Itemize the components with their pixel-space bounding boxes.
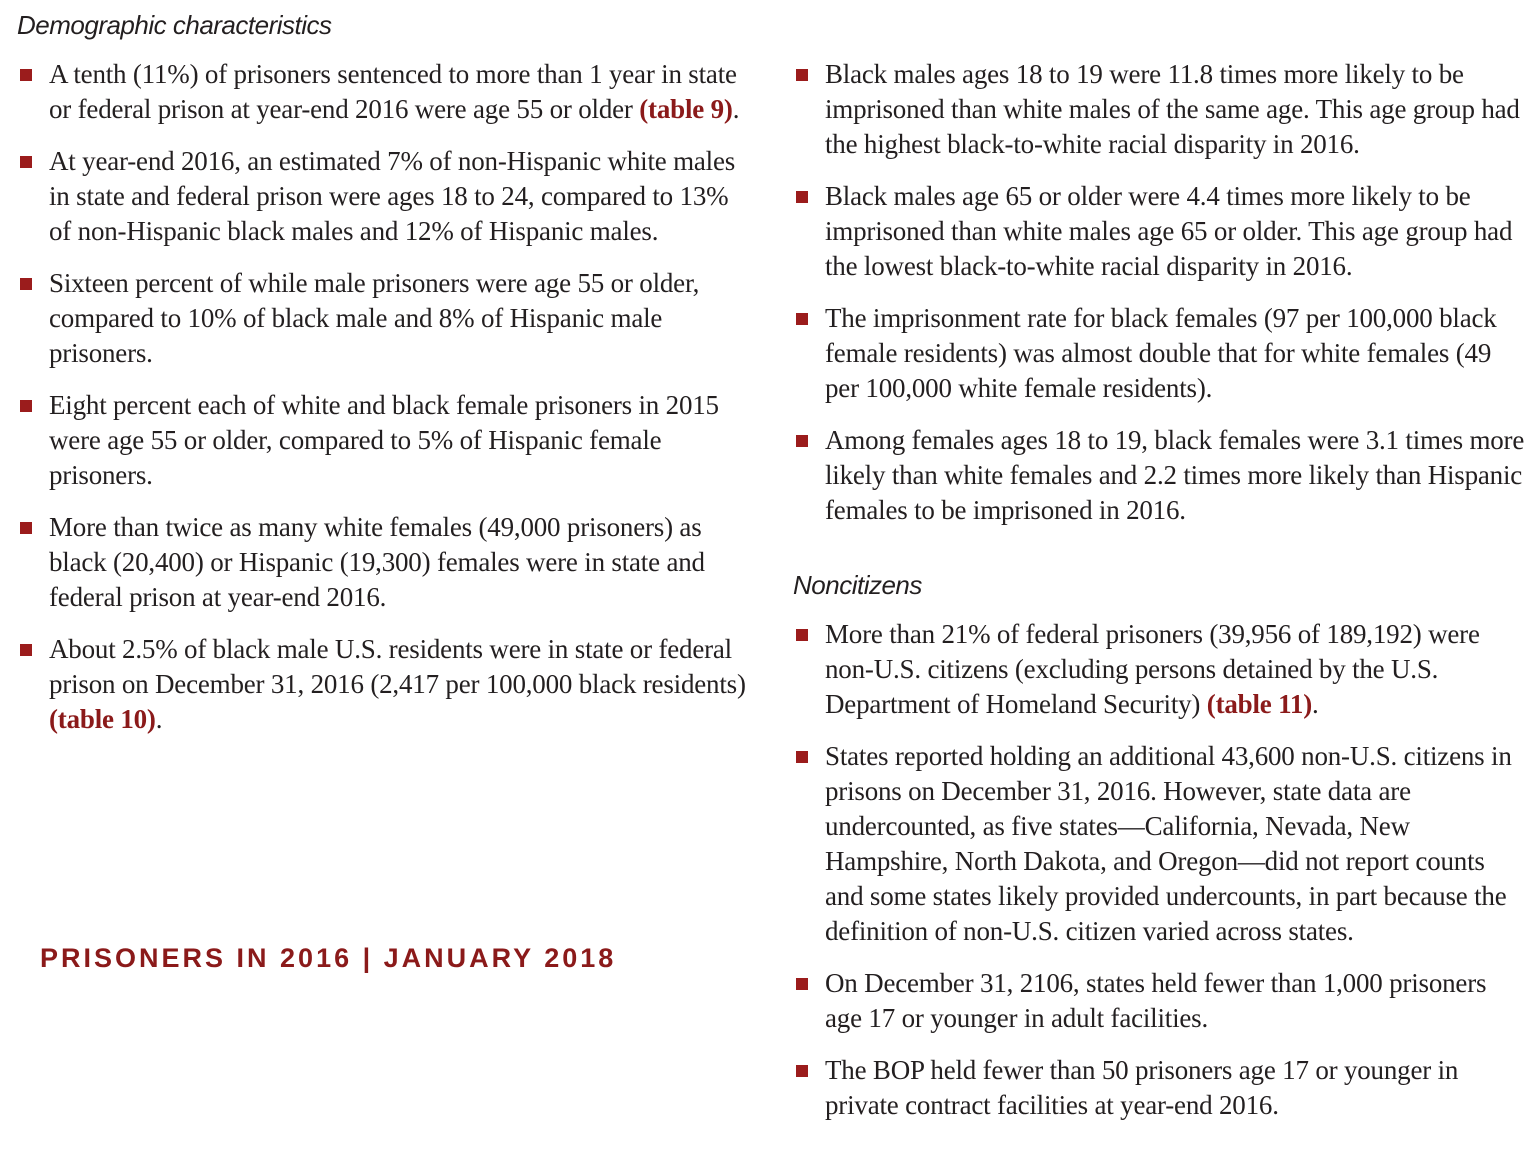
list-item: At year-end 2016, an estimated 7% of non-Hispanic white males in state and federal prison were ages 18 to 24, compared to 13% of non-Hispanic black males and 12% of Hispanic males. (17, 144, 757, 249)
square-bullet-icon (796, 191, 808, 203)
list-item: A tenth (11%) of prisoners sentenced to more than 1 year in state or federal prison at year-end 2016 were age 55 or older (table 9). (17, 57, 757, 127)
square-bullet-icon (20, 278, 32, 290)
square-bullet-icon (796, 435, 808, 447)
square-bullet-icon (796, 629, 808, 641)
table-reference-link[interactable]: (table 10) (49, 704, 156, 734)
square-bullet-icon (796, 751, 808, 763)
list-item: States reported holding an additional 43,600 non-U.S. citizens in prisons on December 31, 2016. However, state data are undercounted, as five states—California, Nevada, New Hampshire, North Dakota, and Oregon—did not report counts and some states likely provided undercounts, in part because the definition of non-U.S. citizen varied across states. (793, 739, 1528, 949)
list-item: The imprisonment rate for black females (97 per 100,000 black female residents) was almost double that for white females (49 per 100,000 white female residents). (793, 301, 1528, 406)
square-bullet-icon (796, 313, 808, 325)
table-reference-link[interactable]: (table 11) (1206, 689, 1313, 719)
list-item: The BOP held fewer than 50 prisoners age 17 or younger in private contract facilities at year-end 2016. (793, 1053, 1528, 1123)
square-bullet-icon (20, 644, 32, 656)
square-bullet-icon (796, 978, 808, 990)
square-bullet-icon (20, 69, 32, 81)
table-reference-link[interactable]: (table 9) (639, 94, 733, 124)
list-item: About 2.5% of black male U.S. residents were in state or federal prison on December 31, 2016 (2,417 per 100,000 black residents) (table 10). (17, 632, 757, 737)
list-item: Sixteen percent of while male prisoners were age 55 or older, compared to 10% of black male and 8% of Hispanic male prisoners. (17, 266, 757, 371)
square-bullet-icon (20, 156, 32, 168)
demographic-list-continued (793, 57, 1528, 528)
list-item: On December 31, 2106, states held fewer than 1,000 prisoners age 17 or younger in adult facilities. (793, 966, 1528, 1036)
section-heading-noncitizens: Noncitizens (793, 570, 922, 600)
list-item: Black males ages 18 to 19 were 11.8 times more likely to be imprisoned than white males of the same age. This age group had the highest black-to-white racial disparity in 2016. (793, 57, 1528, 162)
list-item: Black males age 65 or older were 4.4 times more likely to be imprisoned than white males age 65 or older. This age group had the lowest black-to-white racial disparity in 2016. (793, 179, 1528, 284)
list-item: Among females ages 18 to 19, black females were 3.1 times more likely than white females and 2.2 times more likely than Hispanic females to be imprisoned in 2016. (793, 423, 1528, 528)
square-bullet-icon (796, 69, 808, 81)
square-bullet-icon (796, 1065, 808, 1077)
square-bullet-icon (20, 400, 32, 412)
section-heading-demographic: Demographic characteristics (17, 10, 332, 40)
noncitizens-list (793, 617, 1528, 1140)
page-footer: PRISONERS IN 2016 | JANUARY 2018 (40, 943, 617, 973)
square-bullet-icon (20, 522, 32, 534)
list-item: More than 21% of federal prisoners (39,956 of 189,192) were non-U.S. citizens (excluding persons detained by the U.S. Department of Homeland Security) (table 11). (793, 617, 1528, 722)
list-item: Eight percent each of white and black female prisoners in 2015 were age 55 or older, compared to 5% of Hispanic female prisoners. (17, 388, 757, 493)
list-item: More than twice as many white females (49,000 prisoners) as black (20,400) or Hispanic (19,300) females were in state and federal prison at year-end 2016. (17, 510, 757, 615)
demographic-list (17, 57, 757, 754)
